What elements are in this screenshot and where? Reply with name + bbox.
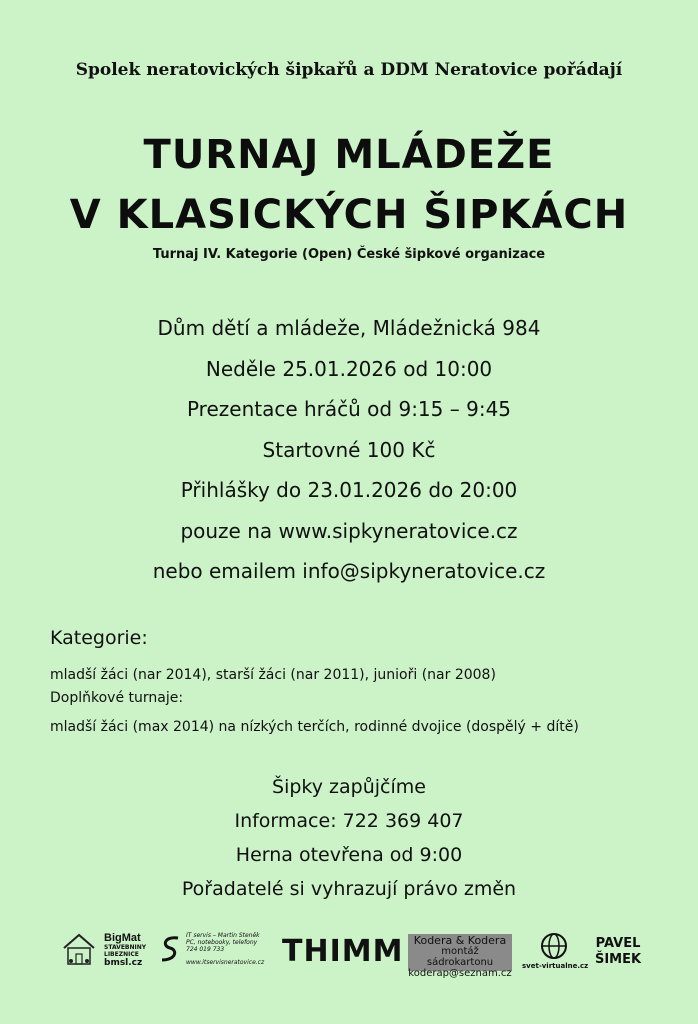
event-info [0,308,698,592]
house-logo-icon [60,930,98,968]
venue: Dům dětí a mládeže, Mládežnická 984 [157,316,541,340]
svet-virtualne-web: svet-virtualne.cz [522,962,589,970]
sponsor-strip [60,926,660,979]
side-tournaments-heading: Doplňkové turnaje: [50,690,184,706]
signup-web[interactable]: pouze na www.sipkyneratovice.cz [180,518,518,543]
registration-time: Prezentace hráčů od 9:15 – 9:45 [186,397,512,421]
darts-lending: Šipky zapůjčíme [272,776,426,798]
side-tournaments-line: mladší žáci (max 2014) na nízkých terčích, rodinné dvojice (dospělý + dítě) [50,719,579,735]
bottom-info [0,770,698,906]
title-line-1: TURNAJ MLÁDEŽE [143,132,555,178]
organizer-line: Spolek neratovických šipkařů a DDM Neratovice pořádají [75,60,623,80]
disclaimer: Pořadatelé si vyhrazují právo změn [181,878,517,900]
it-servis-icon [158,934,182,964]
entry-fee: Startovné 100 Kč [262,437,436,462]
categories-line: mladší žáci (nar 2014), starší žáci (nar 2011), junioři (nar 2008) [50,667,496,683]
date-time: Neděle 25.01.2026 od 10:00 [205,356,493,381]
subtitle: Turnaj IV. Kategorie (Open) České šipkové organizace [152,247,546,262]
signup-email[interactable]: nebo emailem info@sipkyneratovice.cz [152,559,546,583]
globe-icon [534,932,574,962]
categories-heading: Kategorie: [50,627,148,649]
bigmat-logo: BigMat STAVEBNINY LIBEZNICE bmsl.cz [104,932,147,968]
kodera-logo: Kodera & Kodera montáž sádrokartonu koderap@seznam.cz [408,934,512,979]
thimm-logo: THIMM [282,934,404,969]
signup-deadline: Přihlášky do 23.01.2026 do 20:00 [180,478,518,502]
pavel-simek-logo: PAVEL ŠIMEK [594,936,642,967]
it-servis-text: IT servis – Martin Steněk PC, notebooky, telefony 724 019 733 www.itservisneratovice.cz [186,932,265,966]
opening-time: Herna otevřena od 9:00 [235,844,463,866]
title-line-2: V KLASICKÝCH ŠIPKÁCH [69,192,629,238]
phone-info: Informace: 722 369 407 [234,810,464,832]
